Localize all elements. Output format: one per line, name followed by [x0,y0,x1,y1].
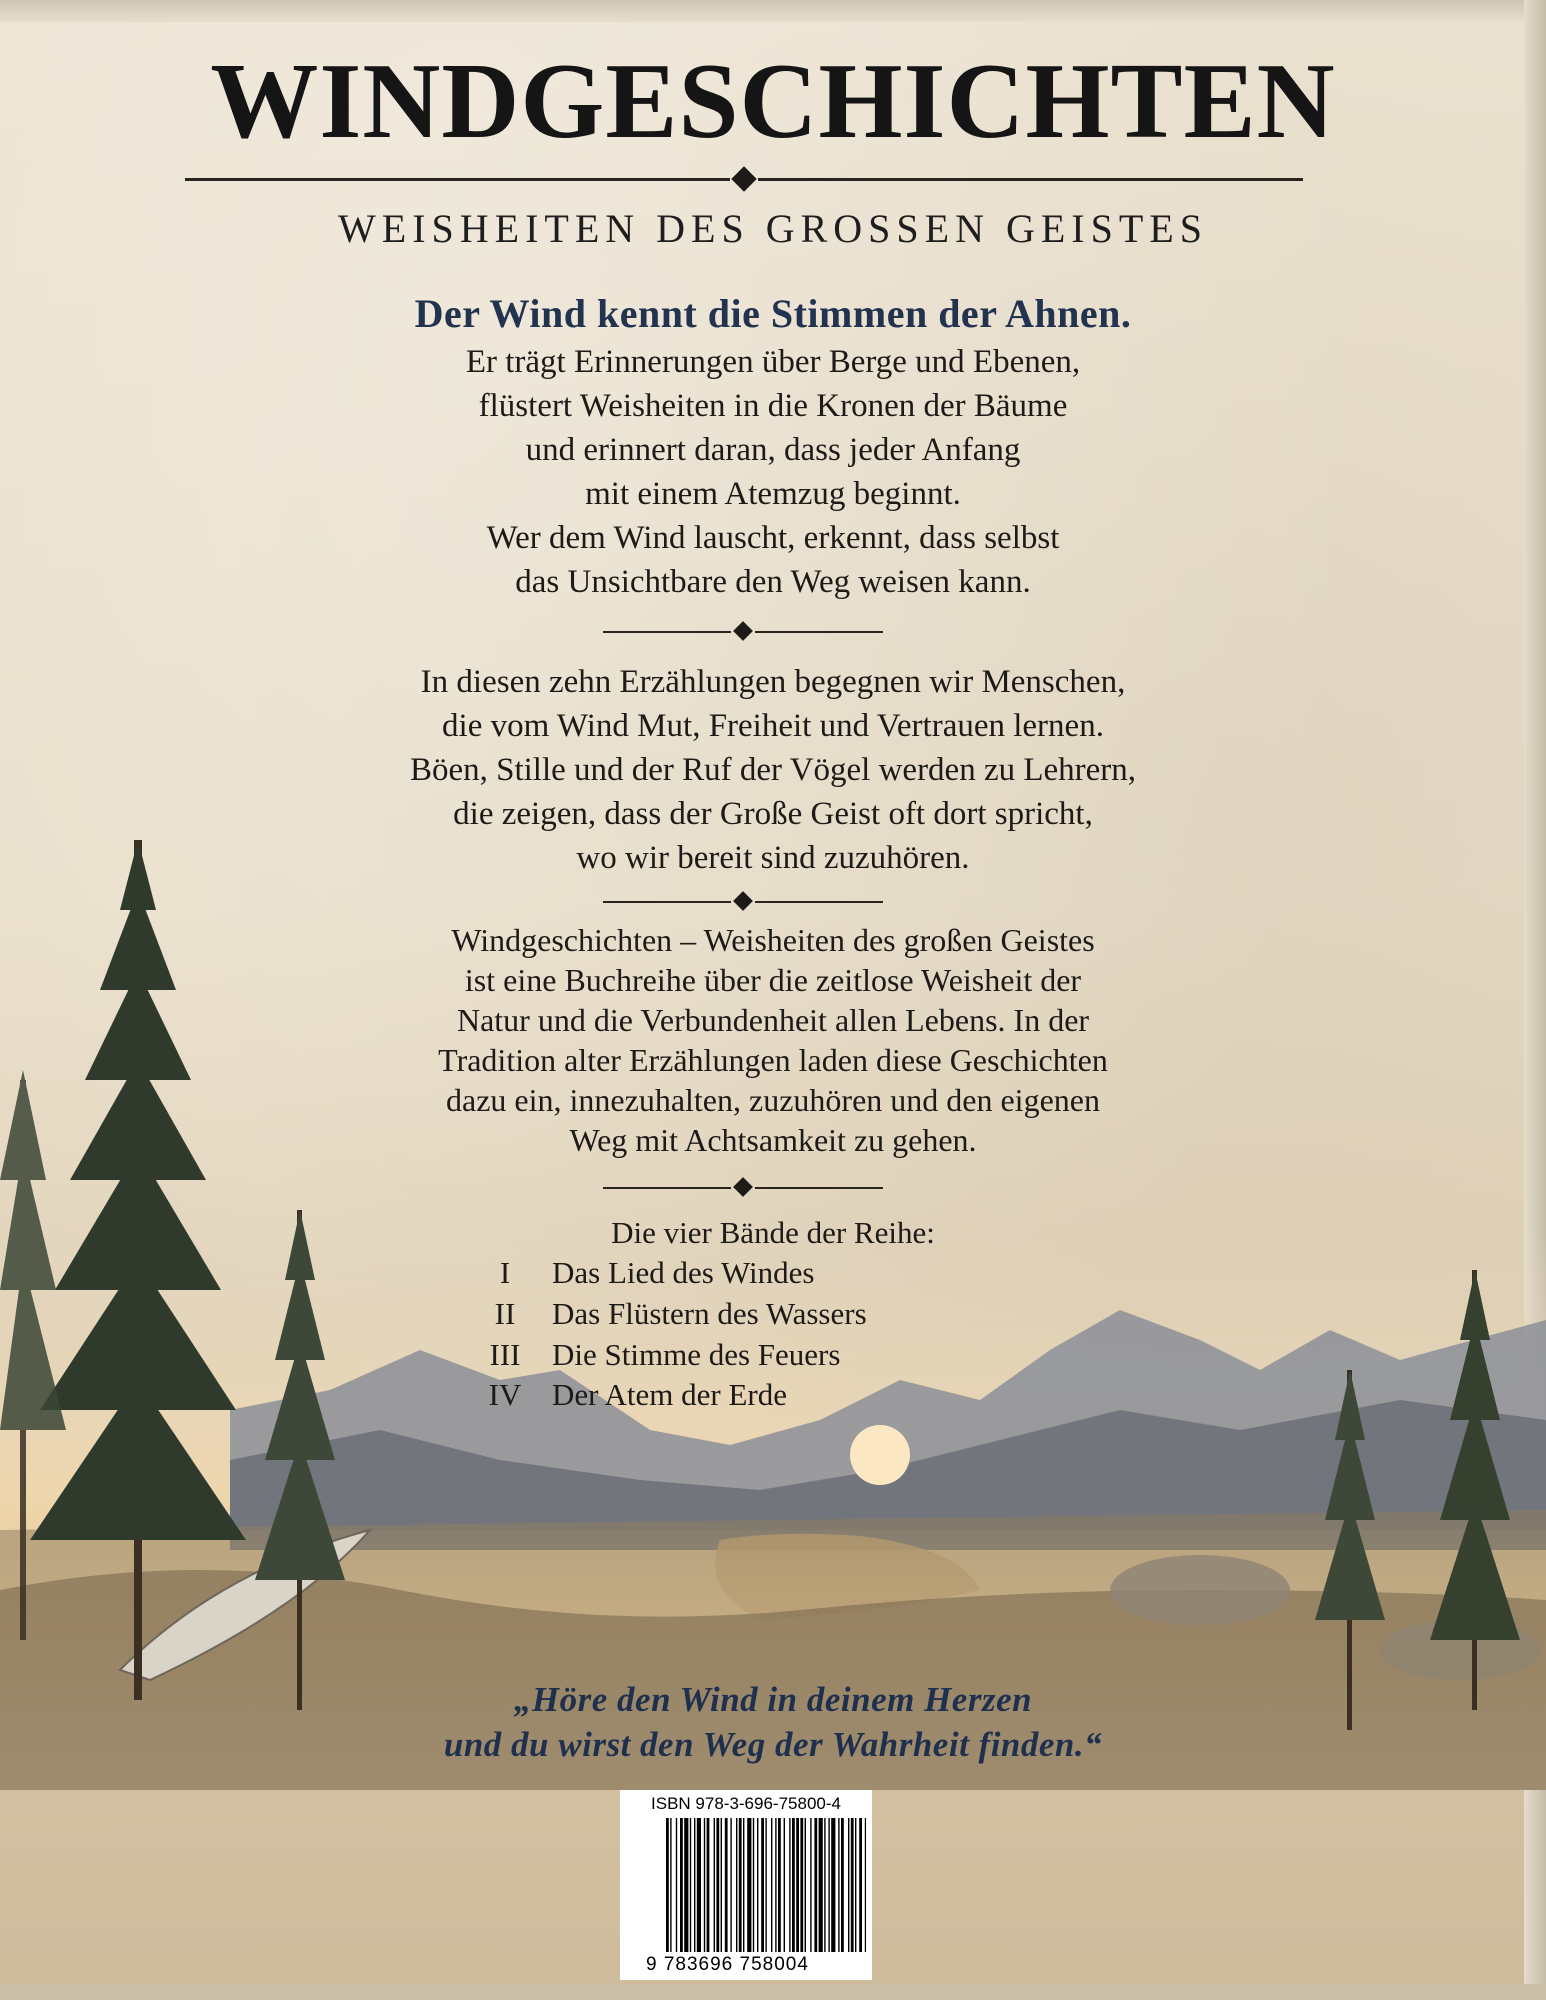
title-divider-left [185,178,730,181]
volume-number: I [499,1255,511,1290]
volume-number: IV [488,1377,522,1412]
scan-edge-bottom [0,1984,1546,2000]
section-divider-diamond-icon [733,1177,753,1197]
volumes-heading: Die vier Bände der Reihe: [611,1215,935,1250]
barcode-bars [666,1818,866,1952]
barcode-bar [739,1818,742,1952]
barcode-bar [704,1818,705,1952]
closing-quote-line: „Höre den Wind in deinem Herzen [513,1680,1033,1719]
barcode-bar [730,1818,731,1952]
section-divider-diamond-icon [733,891,753,911]
section-divider-diamond-icon [733,621,753,641]
barcode-bar [771,1818,772,1952]
barcode-bar [680,1818,683,1952]
barcode-bar [805,1818,806,1952]
lead-sentence: Der Wind kennt die Stimmen der Ahnen. [414,291,1132,336]
barcode-bar [666,1818,669,1952]
barcode-bar [747,1818,751,1952]
barcode-bar [819,1818,823,1952]
barcode-bar [684,1818,688,1952]
barcode-bar [814,1818,817,1952]
section-divider-left [603,1187,731,1189]
series-line: Tradition alter Erzählungen laden diese Geschichten [438,1042,1108,1078]
barcode-bar [789,1818,790,1952]
barcode-bar [778,1818,781,1952]
pine-tree-icon [240,1200,360,1720]
closing-quote-line: und du wirst den Weg der Wahrheit finden.“ [443,1725,1103,1764]
barcode-bar [707,1818,710,1952]
title-divider-diamond-icon [731,166,756,191]
volume-title: Das Flüstern des Wassers [552,1296,867,1331]
volume-number: III [489,1337,521,1372]
barcode-bar [725,1818,728,1952]
series-line: Natur und die Verbundenheit allen Lebens. In der [456,1002,1090,1038]
intro-line: Wer dem Wind lauscht, erkennt, dass selbst [486,520,1060,556]
intro-line: Er trägt Erinnerungen über Berge und Ebenen, [465,344,1081,380]
sun-icon [850,1425,910,1485]
barcode-bar [765,1818,766,1952]
barcode-bar [831,1818,835,1952]
ean-digits: 9 783696 758004 [646,1954,809,1975]
series-line: dazu ein, innezuhalten, zuzuhören und den eigenen [446,1082,1100,1118]
stories-line: In diesen zehn Erzählungen begegnen wir Menschen, [420,664,1126,700]
intro-line: mit einem Atemzug beginnt. [585,476,961,512]
series-line: Weg mit Achtsamkeit zu gehen. [569,1122,977,1158]
title-divider-right [758,178,1303,181]
stories-line: wo wir bereit sind zuzuhören. [576,840,970,876]
intro-line: das Unsichtbare den Weg weisen kann. [515,564,1031,600]
section-divider-left [603,631,731,633]
intro-paragraph [0,340,1546,604]
stories-line: die zeigen, dass der Große Geist oft dort spricht, [453,796,1093,832]
volume-title: Der Atem der Erde [552,1377,787,1412]
isbn-label: ISBN 978-3-696-75800-4 [651,1794,841,1813]
intro-line: und erinnert daran, dass jeder Anfang [525,432,1021,468]
barcode-bar [848,1818,849,1952]
barcode-bar [859,1818,862,1952]
barcode-bar [855,1818,856,1952]
series-line: ist eine Buchreihe über die zeitlose Weisheit der [464,962,1082,998]
barcode-bar [714,1818,715,1952]
section-divider-right [755,631,883,633]
barcode-bar [721,1818,722,1952]
section-divider-left [603,901,731,903]
scan-edge-top [0,0,1546,22]
barcode-bar [851,1818,854,1952]
stories-line: die vom Wind Mut, Freiheit und Vertrauen lernen. [442,708,1104,744]
pine-tree-icon [1420,1260,1530,1720]
barcode-bar [828,1818,829,1952]
barcode-bar [753,1818,754,1952]
barcode-bar [792,1818,795,1952]
barcode-bar [757,1818,758,1952]
barcode-bar [736,1818,737,1952]
series-line: Windgeschichten – Weisheiten des großen Geistes [451,922,1095,958]
cover-title: WINDGESCHICHTEN [210,42,1336,161]
section-divider-right [755,901,883,903]
barcode-bar [716,1818,719,1952]
barcode-bar [865,1818,866,1952]
barcode-bar [743,1818,744,1952]
barcode-bar [784,1818,785,1952]
barcode-bar [810,1818,811,1952]
barcode-bar [761,1818,764,1952]
isbn-barcode [620,1790,872,1980]
stories-line: Böen, Stille und der Ruf der Vögel werden zu Lehrern, [409,752,1137,788]
barcode-bar [796,1818,799,1952]
cover-subtitle: WEISHEITEN DES GROSSEN GEISTES [338,206,1208,251]
barcode-bar [690,1818,691,1952]
barcode-bar [676,1818,677,1952]
barcode-bar [670,1818,671,1952]
intro-line: flüstert Weisheiten in die Kronen der Bäume [478,388,1068,424]
volume-number: II [494,1296,516,1331]
volume-title: Die Stimme des Feuers [552,1337,841,1372]
barcode-bar [841,1818,844,1952]
barcode-bar [697,1818,701,1952]
barcode-bar [694,1818,695,1952]
barcode-bar [800,1818,803,1952]
barcode-bar [824,1818,825,1952]
barcode-bar [775,1818,776,1952]
barcode-bar [838,1818,839,1952]
volume-title: Das Lied des Windes [552,1255,815,1290]
section-divider-right [755,1187,883,1189]
